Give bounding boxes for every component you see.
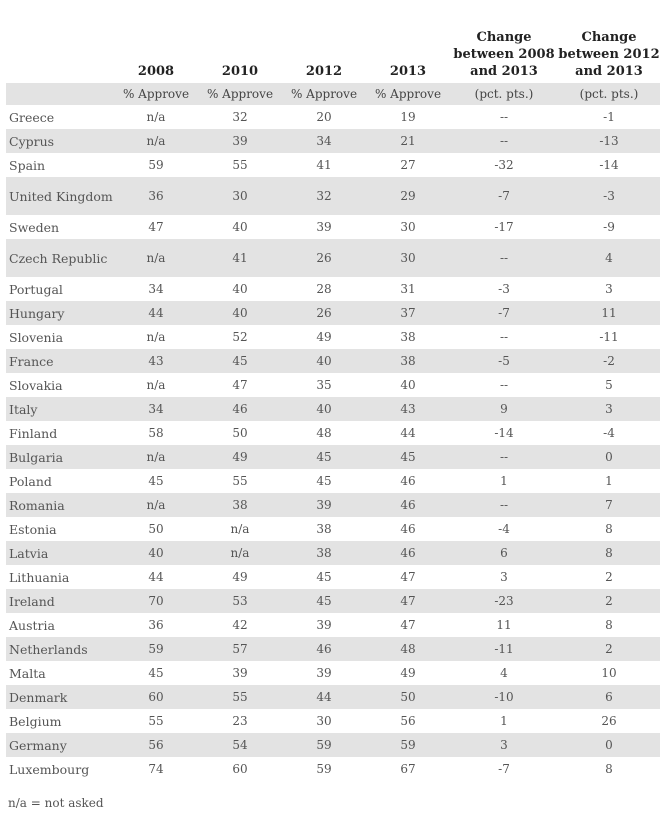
- value-2013-cell: 49: [400, 665, 416, 680]
- change-header-2008-2013: Change between 2008 and 2013: [453, 30, 555, 79]
- country-cell: Portugal: [9, 281, 63, 297]
- value-2008-cell: 34: [114, 397, 198, 421]
- table-row: [6, 177, 660, 215]
- year-header-2013: 2013: [389, 64, 427, 79]
- change-2012-2013-cell: -11: [599, 329, 619, 344]
- value-2013-cell: 29: [366, 177, 450, 215]
- units-blank: [6, 83, 114, 105]
- change-2008-2013-cell: --: [450, 129, 558, 153]
- value-2013-cell: 30: [366, 239, 450, 277]
- table-row: [6, 397, 660, 421]
- value-2010-cell: 50: [232, 425, 248, 440]
- country-cell: Netherlands: [6, 637, 114, 661]
- change-2008-2013-cell: -4: [498, 521, 510, 536]
- unit-label: % Approve: [114, 83, 198, 105]
- value-2013-cell: 45: [366, 445, 450, 469]
- value-2008-cell: n/a: [114, 493, 198, 517]
- value-2008-cell: 45: [148, 665, 164, 680]
- value-2012-cell: 40: [282, 349, 366, 373]
- approval-table-container: [6, 0, 660, 781]
- value-2013-cell: 27: [400, 157, 416, 172]
- country-cell: Hungary: [6, 301, 114, 325]
- value-2013-cell: 47: [400, 569, 416, 584]
- value-2008-cell: n/a: [114, 129, 198, 153]
- value-2010-cell: 32: [232, 109, 248, 124]
- table-row: [6, 325, 660, 349]
- value-2008-cell: 55: [148, 713, 164, 728]
- change-2012-2013-cell: 8: [605, 761, 613, 776]
- value-2010-cell: 49: [198, 445, 282, 469]
- table-row: [6, 129, 660, 153]
- value-2010-cell: 30: [198, 177, 282, 215]
- country-cell: Austria: [9, 617, 55, 633]
- value-2008-cell: 70: [114, 589, 198, 613]
- table-row: [6, 105, 660, 129]
- change-2012-2013-cell: 4: [558, 239, 660, 277]
- country-cell: Czech Republic: [6, 239, 114, 277]
- value-2010-cell: 49: [232, 569, 248, 584]
- year-header-row: [6, 0, 660, 83]
- value-2008-cell: 58: [148, 425, 164, 440]
- change-2012-2013-cell: 3: [558, 397, 660, 421]
- change-2008-2013-cell: --: [499, 377, 509, 392]
- table-row: [6, 541, 660, 565]
- value-2008-cell: 40: [114, 541, 198, 565]
- change-2012-2013-cell: 3: [605, 281, 613, 296]
- value-2010-cell: 39: [198, 129, 282, 153]
- value-2013-cell: 47: [366, 589, 450, 613]
- unit-label: (pct. pts.): [450, 83, 558, 105]
- value-2012-cell: 39: [316, 665, 332, 680]
- change-2012-2013-cell: 8: [605, 617, 613, 632]
- approval-table: [6, 0, 660, 781]
- table-row: [6, 589, 660, 613]
- change-2008-2013-cell: --: [450, 445, 558, 469]
- table-body: [6, 105, 660, 781]
- value-2010-cell: n/a: [230, 521, 250, 536]
- change-2008-2013-cell: 1: [500, 713, 508, 728]
- change-2012-2013-cell: -1: [603, 109, 615, 124]
- value-2012-cell: 59: [282, 733, 366, 757]
- value-2008-cell: 45: [148, 473, 164, 488]
- change-2012-2013-cell: 2: [558, 637, 660, 661]
- country-cell: Sweden: [9, 219, 60, 235]
- change-2008-2013-cell: -11: [450, 637, 558, 661]
- value-2010-cell: 47: [232, 377, 248, 392]
- table-row: [6, 239, 660, 277]
- country-cell: Malta: [9, 665, 46, 681]
- change-2008-2013-cell: -3: [498, 281, 510, 296]
- value-2008-cell: 34: [148, 281, 164, 296]
- value-2010-cell: 40: [232, 219, 248, 234]
- value-2013-cell: 47: [400, 617, 416, 632]
- value-2013-cell: 46: [400, 521, 416, 536]
- change-2008-2013-cell: 1: [500, 473, 508, 488]
- change-2012-2013-cell: -2: [558, 349, 660, 373]
- country-cell: Germany: [6, 733, 114, 757]
- value-2012-cell: 34: [282, 129, 366, 153]
- value-2013-cell: 44: [400, 425, 416, 440]
- value-2010-cell: 45: [198, 349, 282, 373]
- units-header-row: [6, 83, 660, 105]
- change-2008-2013-cell: --: [450, 239, 558, 277]
- table-row: [6, 215, 660, 239]
- value-2012-cell: 45: [316, 569, 332, 584]
- value-2013-cell: 30: [400, 219, 416, 234]
- country-cell: Italy: [6, 397, 114, 421]
- change-2012-2013-cell: 6: [558, 685, 660, 709]
- table-row: [6, 517, 660, 541]
- value-2010-cell: 55: [198, 685, 282, 709]
- value-2010-cell: 41: [198, 239, 282, 277]
- value-2010-cell: 55: [232, 157, 248, 172]
- unit-label: % Approve: [366, 83, 450, 105]
- table-row: [6, 565, 660, 589]
- table-row: [6, 373, 660, 397]
- country-cell: Cyprus: [6, 129, 114, 153]
- change-2008-2013-cell: -17: [494, 219, 514, 234]
- year-header-2008: 2008: [137, 64, 175, 79]
- unit-label: (pct. pts.): [558, 83, 660, 105]
- value-2013-cell: 19: [400, 109, 416, 124]
- change-2008-2013-cell: 3: [500, 569, 508, 584]
- change-2012-2013-cell: 7: [558, 493, 660, 517]
- value-2008-cell: 44: [148, 569, 164, 584]
- change-2012-2013-cell: -13: [558, 129, 660, 153]
- country-cell: Denmark: [6, 685, 114, 709]
- change-2012-2013-cell: -14: [599, 157, 619, 172]
- change-2008-2013-cell: --: [450, 493, 558, 517]
- value-2013-cell: 50: [366, 685, 450, 709]
- change-2008-2013-cell: 9: [450, 397, 558, 421]
- change-2012-2013-cell: -9: [603, 219, 615, 234]
- table-row: [6, 445, 660, 469]
- change-2008-2013-cell: --: [499, 329, 509, 344]
- change-2008-2013-cell: -23: [450, 589, 558, 613]
- value-2012-cell: 28: [316, 281, 332, 296]
- change-2008-2013-cell: -10: [450, 685, 558, 709]
- value-2008-cell: n/a: [146, 109, 166, 124]
- table-row: [6, 733, 660, 757]
- change-2012-2013-cell: 2: [558, 589, 660, 613]
- value-2008-cell: 60: [114, 685, 198, 709]
- change-2012-2013-cell: 1: [605, 473, 613, 488]
- table-row: [6, 709, 660, 733]
- value-2013-cell: 40: [400, 377, 416, 392]
- value-2012-cell: 26: [282, 239, 366, 277]
- year-header-2010: 2010: [221, 64, 259, 79]
- value-2013-cell: 37: [366, 301, 450, 325]
- country-cell: Romania: [6, 493, 114, 517]
- value-2013-cell: 46: [366, 493, 450, 517]
- value-2008-cell: 74: [148, 761, 164, 776]
- country-cell: Greece: [9, 109, 55, 125]
- change-2012-2013-cell: 0: [558, 445, 660, 469]
- table-row: [6, 153, 660, 177]
- year-header-2012: 2012: [305, 64, 343, 79]
- change-2008-2013-cell: -14: [494, 425, 514, 440]
- value-2012-cell: 49: [316, 329, 332, 344]
- value-2012-cell: 48: [316, 425, 332, 440]
- value-2010-cell: 57: [198, 637, 282, 661]
- value-2008-cell: 36: [148, 617, 164, 632]
- value-2010-cell: n/a: [198, 541, 282, 565]
- value-2010-cell: 23: [232, 713, 248, 728]
- value-2008-cell: 43: [114, 349, 198, 373]
- value-2010-cell: 39: [232, 665, 248, 680]
- value-2012-cell: 59: [316, 761, 332, 776]
- country-cell: Ireland: [6, 589, 114, 613]
- value-2012-cell: 35: [316, 377, 332, 392]
- value-2008-cell: n/a: [146, 329, 166, 344]
- value-2013-cell: 67: [400, 761, 416, 776]
- value-2010-cell: 55: [232, 473, 248, 488]
- change-2012-2013-cell: 5: [605, 377, 613, 392]
- change-2008-2013-cell: 6: [450, 541, 558, 565]
- footnote: n/a = not asked: [8, 796, 104, 810]
- value-2012-cell: 39: [316, 617, 332, 632]
- value-2013-cell: 46: [400, 473, 416, 488]
- value-2012-cell: 45: [316, 473, 332, 488]
- value-2012-cell: 32: [282, 177, 366, 215]
- change-2008-2013-cell: 4: [500, 665, 508, 680]
- country-cell: Finland: [9, 425, 58, 441]
- change-2012-2013-cell: 8: [605, 521, 613, 536]
- country-cell: Slovenia: [9, 329, 64, 345]
- country-cell: Luxembourg: [9, 761, 90, 777]
- value-2010-cell: 60: [232, 761, 248, 776]
- country-cell: Belgium: [9, 713, 62, 729]
- change-2012-2013-cell: 26: [601, 713, 617, 728]
- value-2013-cell: 38: [366, 349, 450, 373]
- value-2013-cell: 31: [400, 281, 416, 296]
- change-2012-2013-cell: 11: [558, 301, 660, 325]
- country-cell: France: [6, 349, 114, 373]
- value-2013-cell: 38: [400, 329, 416, 344]
- value-2010-cell: 42: [232, 617, 248, 632]
- value-2008-cell: 59: [114, 637, 198, 661]
- value-2012-cell: 45: [282, 445, 366, 469]
- value-2012-cell: 39: [316, 219, 332, 234]
- value-2012-cell: 30: [316, 713, 332, 728]
- table-row: [6, 277, 660, 301]
- change-2012-2013-cell: -3: [558, 177, 660, 215]
- value-2008-cell: 56: [114, 733, 198, 757]
- change-2008-2013-cell: -7: [498, 761, 510, 776]
- value-2012-cell: 41: [316, 157, 332, 172]
- value-2013-cell: 46: [366, 541, 450, 565]
- table-row: [6, 349, 660, 373]
- value-2013-cell: 43: [366, 397, 450, 421]
- change-2012-2013-cell: -4: [603, 425, 615, 440]
- country-cell: Spain: [9, 157, 46, 173]
- value-2010-cell: 46: [198, 397, 282, 421]
- value-2008-cell: 36: [114, 177, 198, 215]
- country-cell: Estonia: [9, 521, 57, 537]
- country-cell: Lithuania: [9, 569, 70, 585]
- value-2012-cell: 38: [282, 541, 366, 565]
- value-2008-cell: 59: [148, 157, 164, 172]
- table-row: [6, 301, 660, 325]
- change-2008-2013-cell: --: [499, 109, 509, 124]
- value-2013-cell: 59: [366, 733, 450, 757]
- country-cell: Latvia: [6, 541, 114, 565]
- table-row: [6, 685, 660, 709]
- value-2008-cell: 50: [148, 521, 164, 536]
- value-2012-cell: 20: [316, 109, 332, 124]
- table-row: [6, 421, 660, 445]
- value-2008-cell: n/a: [114, 239, 198, 277]
- country-cell: Bulgaria: [6, 445, 114, 469]
- value-2012-cell: 39: [282, 493, 366, 517]
- unit-label: % Approve: [198, 83, 282, 105]
- country-cell: Slovakia: [9, 377, 63, 393]
- table-row: [6, 661, 660, 685]
- unit-label: % Approve: [282, 83, 366, 105]
- country-cell: Poland: [9, 473, 52, 489]
- value-2010-cell: 40: [232, 281, 248, 296]
- table-row: [6, 493, 660, 517]
- change-2012-2013-cell: 8: [558, 541, 660, 565]
- value-2013-cell: 21: [366, 129, 450, 153]
- change-2008-2013-cell: -7: [450, 177, 558, 215]
- value-2012-cell: 40: [282, 397, 366, 421]
- value-2010-cell: 38: [198, 493, 282, 517]
- change-2008-2013-cell: 3: [450, 733, 558, 757]
- value-2008-cell: 44: [114, 301, 198, 325]
- value-2012-cell: 26: [282, 301, 366, 325]
- change-2012-2013-cell: 2: [605, 569, 613, 584]
- change-2008-2013-cell: -7: [450, 301, 558, 325]
- change-header-2012-2013: Change between 2012 and 2013: [558, 30, 660, 79]
- change-2008-2013-cell: -5: [450, 349, 558, 373]
- value-2010-cell: 52: [232, 329, 248, 344]
- table-row: [6, 757, 660, 781]
- value-2012-cell: 46: [282, 637, 366, 661]
- country-header: [6, 0, 114, 83]
- value-2010-cell: 54: [198, 733, 282, 757]
- value-2012-cell: 38: [316, 521, 332, 536]
- value-2010-cell: 40: [198, 301, 282, 325]
- country-cell: United Kingdom: [6, 177, 114, 215]
- value-2010-cell: 53: [198, 589, 282, 613]
- change-2012-2013-cell: 10: [601, 665, 617, 680]
- change-2012-2013-cell: 0: [558, 733, 660, 757]
- value-2008-cell: n/a: [114, 445, 198, 469]
- value-2012-cell: 44: [282, 685, 366, 709]
- change-2008-2013-cell: 11: [496, 617, 512, 632]
- value-2008-cell: 47: [148, 219, 164, 234]
- value-2012-cell: 45: [282, 589, 366, 613]
- table-row: [6, 637, 660, 661]
- value-2013-cell: 56: [400, 713, 416, 728]
- table-row: [6, 613, 660, 637]
- table-row: [6, 469, 660, 493]
- value-2013-cell: 48: [366, 637, 450, 661]
- change-2008-2013-cell: -32: [494, 157, 514, 172]
- value-2008-cell: n/a: [146, 377, 166, 392]
